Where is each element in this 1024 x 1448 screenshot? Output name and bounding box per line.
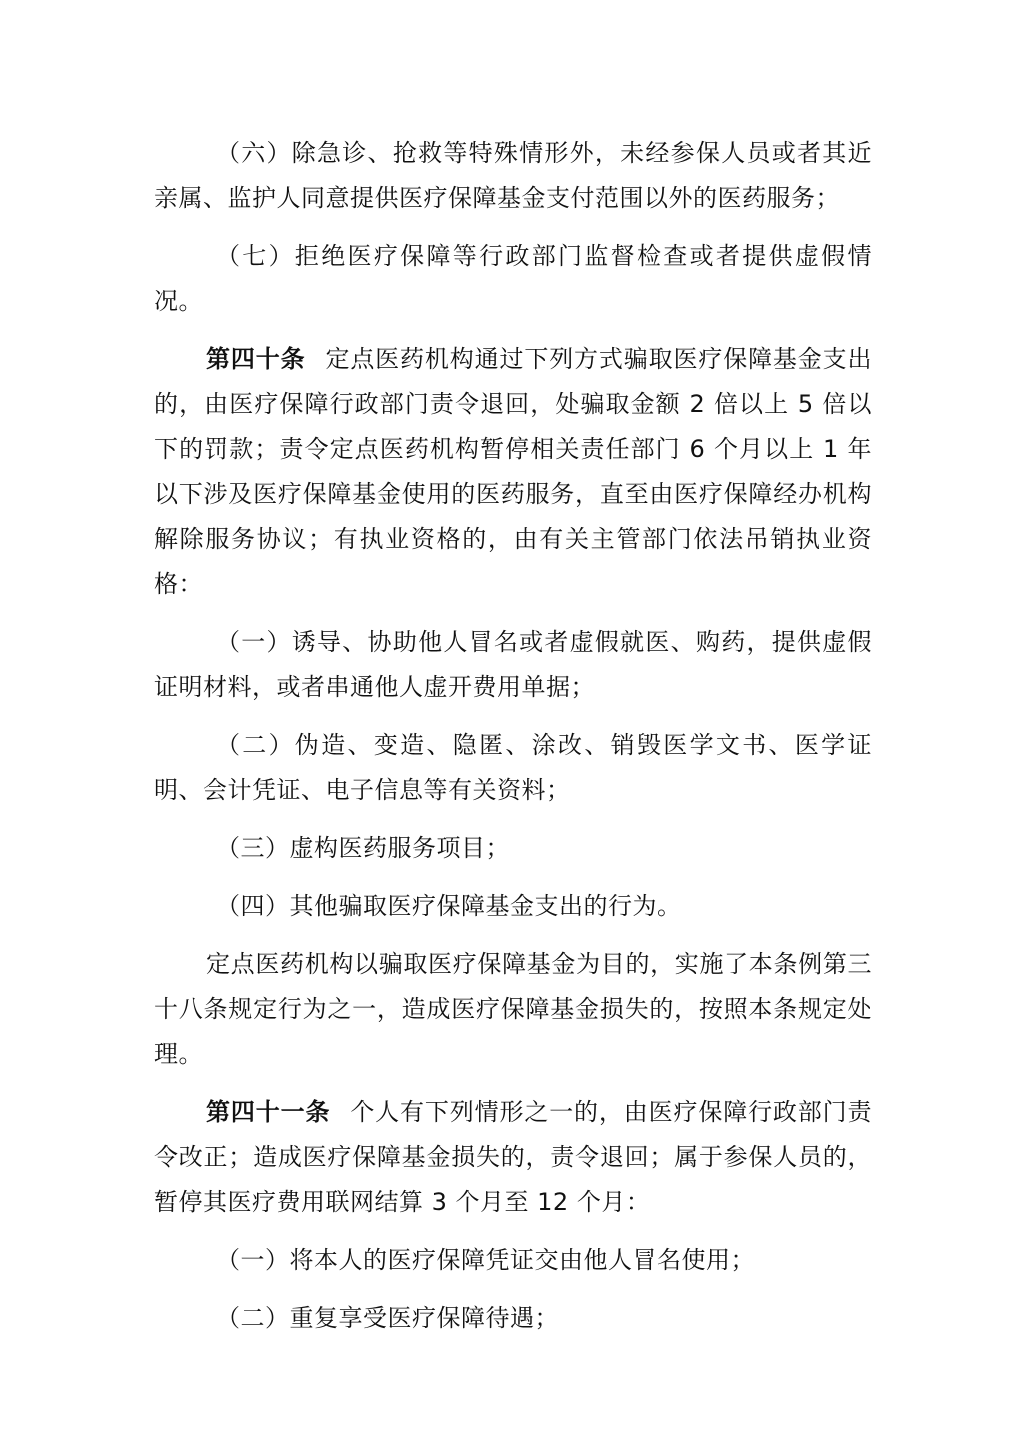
article-40: [154, 337, 872, 607]
paragraph-item-7: （七）拒绝医疗保障等行政部门监督检查或者提供虚假情况。: [154, 242, 872, 315]
article-text: 个人有下列情形之一的，由医疗保障行政部门责令改正；造成医疗保障基金损失的，责令退回；属于参保人员的，暂停其医疗费用联网结算 3 个月至 12 个月：: [154, 1098, 873, 1216]
paragraph-item-2: （二）重复享受医疗保障待遇；: [216, 1304, 559, 1332]
paragraph-item-4: （四）其他骗取医疗保障基金支出的行为。: [216, 892, 682, 920]
paragraph-item-1: （一）将本人的医疗保障凭证交由他人冒名使用；: [216, 1246, 755, 1274]
paragraph-plain: 定点医药机构以骗取医疗保障基金为目的，实施了本条例第三十八条规定行为之一，造成医疗保障基金损失的，按照本条规定处理。: [154, 950, 872, 1068]
paragraph-item-6: （六）除急诊、抢救等特殊情形外，未经参保人员或者其近亲属、监护人同意提供医疗保障基金支付范围以外的医药服务；: [154, 139, 872, 212]
paragraph-item-1: （一）诱导、协助他人冒名或者虚假就医、购药，提供虚假证明材料，或者串通他人虚开费用单据；: [154, 628, 872, 701]
article-number: 第四十一条: [206, 1098, 331, 1126]
paragraph-item-2: （二）伪造、变造、隐匿、涂改、销毁医学文书、医学证明、会计凭证、电子信息等有关资料；: [154, 731, 872, 804]
paragraph-item-3: （三）虚构医药服务项目；: [216, 834, 510, 862]
document-body: [154, 131, 872, 1354]
article-41: [154, 1090, 872, 1225]
article-text: 定点医药机构通过下列方式骗取医疗保障基金支出的，由医疗保障行政部门责令退回，处骗取金额 2 倍以上 5 倍以下的罚款；责令定点医药机构暂停相关责任部门 6 个月以上 1 年以下涉及医疗保障基金使用的医药服务，直至由医疗保障经办机构解除服务协议；有执业资格的，由有关主管部门依法吊销执业资格：: [154, 345, 873, 598]
article-number: 第四十条: [206, 345, 306, 373]
